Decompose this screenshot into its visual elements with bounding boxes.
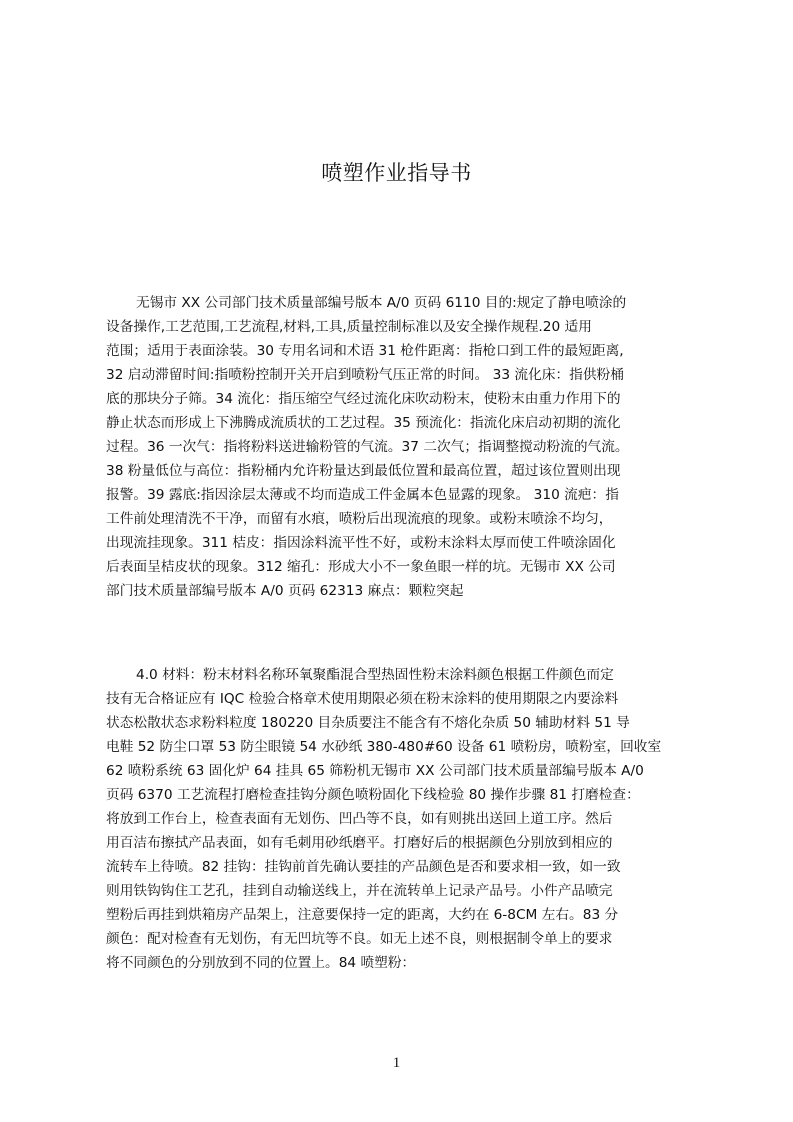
document-title: 喷塑作业指导书 <box>321 161 472 186</box>
paragraph-line: 报警。39 露底:指因涂层太薄或不均而造成工件金属本色显露的现象。 310 流疤：指 <box>106 487 619 503</box>
paragraph-line: 后表面呈桔皮状的现象。312 缩孔：形成大小不一象鱼眼一样的坑。无锡市 XX 公司 <box>106 559 616 575</box>
paragraph-line: 出现流挂现象。311 桔皮：指因涂料流平性不好，或粉末涂料太厚而使工件喷涂固化 <box>106 535 616 551</box>
paragraph-definitions <box>106 291 700 603</box>
paragraph-line: 4.0 材料：粉末材料名称环氧聚酯混合型热固性粉末涂料颜色根据工件颜色而定 <box>136 667 614 683</box>
paragraph-materials-procedure <box>106 663 700 975</box>
paragraph-line: 流转车上待喷。82 挂钩：挂钩前首先确认要挂的产品颜色是否和要求相一致，如一致 <box>106 859 621 875</box>
paragraph-line: 电鞋 52 防尘口罩 53 防尘眼镜 54 水砂纸 380-480#60 设备 61 喷粉房，喷粉室，回收室 <box>106 739 662 755</box>
page-number: 1 <box>392 1055 401 1071</box>
paragraph-line: 用百洁布擦拭产品表面，如有毛刺用砂纸磨平。打磨好后的根据颜色分别放到相应的 <box>106 835 613 851</box>
paragraph-line: 设备操作,工艺范围,工艺流程,材料,工具,质量控制标准以及安全操作规程.20 适用 <box>106 319 592 335</box>
paragraph-line: 则用铁钩钩住工艺孔，挂到自动输送线上，并在流转单上记录产品号。小件产品喷完 <box>106 883 613 899</box>
paragraph-line: 将不同颜色的分别放到不同的位置上。84 喷塑粉： <box>106 955 416 971</box>
paragraph-line: 过程。36 一次气：指将粉料送进输粉管的气流。37 二次气；指调整搅动粉流的气流。 <box>106 439 629 455</box>
paragraph-line: 无锡市 XX 公司部门技术质量部编号版本 A/0 页码 6110 目的:规定了静电喷涂的 <box>136 295 627 311</box>
paragraph-line: 38 粉量低位与高位：指粉桶内允许粉量达到最低位置和最高位置，超过该位置则出现 <box>106 463 621 479</box>
paragraph-line: 将放到工作台上，检查表面有无划伤、凹凸等不良，如有则挑出送回上道工序。然后 <box>106 811 613 827</box>
paragraph-line: 部门技术质量部编号版本 A/0 页码 62313 麻点：颗粒突起 <box>106 583 464 599</box>
paragraph-line: 32 启动滞留时间:指喷粉控制开关开启到喷粉气压正常的时间。 33 流化床：指供粉桶 <box>106 367 624 383</box>
paragraph-line: 范围；适用于表面涂装。30 专用名词和术语 31 枪件距离：指枪口到工件的最短距离, <box>106 343 624 359</box>
paragraph-line: 技有无合格证应有 IQC 检验合格章术使用期限必须在粉末涂料的使用期限之内要涂料 <box>106 691 619 707</box>
paragraph-line: 工件前处理清洗不干净，而留有水痕，喷粉后出现流痕的现象。或粉末喷涂不均匀， <box>106 511 613 527</box>
paragraph-line: 静止状态而形成上下沸腾成流质状的工艺过程。35 预流化：指流化床启动初期的流化 <box>106 415 621 431</box>
paragraph-line: 塑粉后再挂到烘箱房产品架上，注意要保持一定的距离，大约在 6-8CM 左右。83 分 <box>106 907 619 923</box>
paragraph-line: 状态松散状态求粉料粒度 180220 目杂质要注不能含有不熔化杂质 50 辅助材料 51 导 <box>106 715 630 731</box>
paragraph-line: 底的那块分子筛。34 流化：指压缩空气经过流化床吹动粉末，使粉末由重力作用下的 <box>106 391 621 407</box>
paragraph-line: 页码 6370 工艺流程打磨检查挂钩分颜色喷粉固化下线检验 80 操作步骤 81 打磨检查： <box>106 787 640 803</box>
paragraph-line: 颜色：配对检查有无划伤，有无凹坑等不良。如无上述不良，则根据制令单上的要求 <box>106 931 613 947</box>
paragraph-line: 62 喷粉系统 63 固化炉 64 挂具 65 筛粉机无锡市 XX 公司部门技术质量部编号版本 A/0 <box>106 763 644 779</box>
